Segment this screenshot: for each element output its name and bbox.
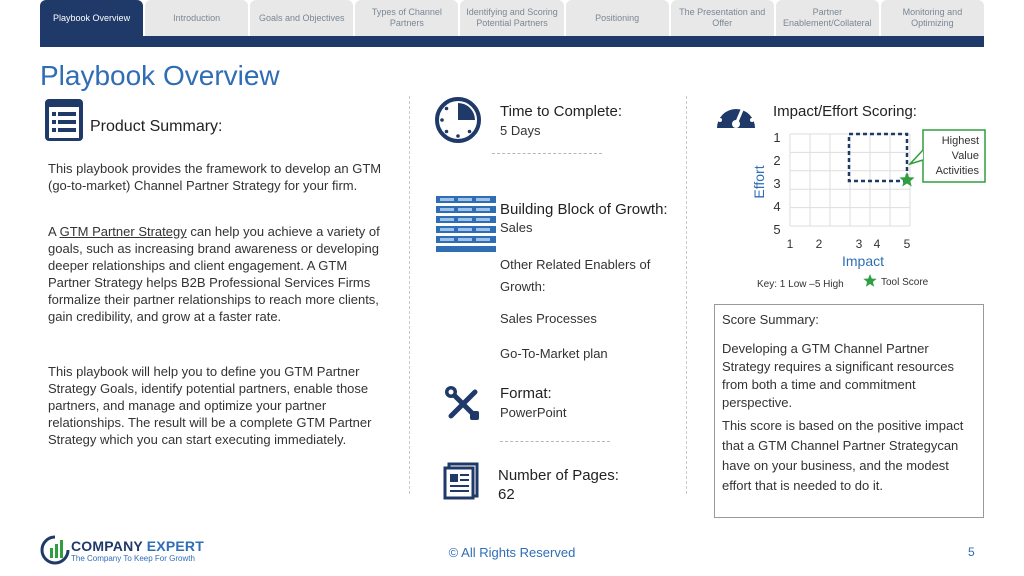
x-tick-label: 4 xyxy=(873,237,881,251)
time-to-complete-value: 5 Days xyxy=(500,123,541,138)
x-tick-label: 1 xyxy=(786,237,794,251)
y-tick-label: 1 xyxy=(773,130,781,145)
tab-playbook-overview[interactable]: Playbook Overview xyxy=(40,0,143,36)
number-of-pages-label: Number of Pages: xyxy=(498,467,619,484)
time-to-complete-label: Time to Complete: xyxy=(500,103,622,120)
gtm-partner-strategy-link[interactable]: GTM Partner Strategy xyxy=(59,224,187,239)
summary-paragraph-2-prefix: A xyxy=(48,224,60,239)
tab-monitoring-and-optimizing[interactable]: Monitoring and Optimizing xyxy=(881,0,984,36)
tool-score-star xyxy=(899,172,914,187)
x-axis-label: Impact xyxy=(841,253,885,269)
building-blocks-icon xyxy=(436,196,496,257)
score-summary-title: Score Summary: xyxy=(722,312,819,327)
y-axis-label: Effort xyxy=(751,165,767,199)
enabler-go-to-market-plan: Go-To-Market plan xyxy=(500,346,608,361)
callout-text-line: Value xyxy=(951,150,979,162)
column-divider-right xyxy=(686,96,687,494)
tab-identifying-and-scoring[interactable]: Identifying and Scoring Potential Partners xyxy=(460,0,563,36)
summary-paragraph-3: This playbook will help you to define you GTM Partner Strategy Goals, identify potential partners, enable those partners, and manage and optimize your partner relationships. The result will be a complete GTM Partner Strategy which you can start executing immediately. xyxy=(48,364,372,447)
nav-bar xyxy=(40,36,984,47)
middle-divider-2 xyxy=(500,441,610,442)
column-divider-left xyxy=(409,96,410,494)
section-tabs xyxy=(40,0,984,36)
clock-icon xyxy=(434,96,482,149)
tab-types-of-channel-partners[interactable]: Types of Channel Partners xyxy=(355,0,458,36)
building-block-value: Sales xyxy=(500,220,533,235)
score-key: Key: 1 Low –5 High xyxy=(757,279,844,290)
tab-introduction[interactable]: Introduction xyxy=(145,0,248,36)
summary-paragraph-2 xyxy=(48,223,388,325)
x-tick-label: 5 xyxy=(903,237,911,251)
page-number: 5 xyxy=(968,545,975,559)
number-of-pages-value: 62 xyxy=(498,486,515,503)
pages-icon xyxy=(443,462,481,505)
x-tick-label: 2 xyxy=(815,237,823,251)
document-list-icon xyxy=(44,98,84,147)
legend-star-icon xyxy=(863,274,876,287)
highest-value-region xyxy=(849,134,907,181)
page-title: Playbook Overview xyxy=(40,60,280,91)
score-summary-paragraph-1: Developing a GTM Channel Partner Strategy requires a significant resources from both a time and commitment perspective. xyxy=(722,341,954,410)
format-label: Format: xyxy=(500,385,552,402)
format-value: PowerPoint xyxy=(500,405,567,420)
tab-goals-and-objectives[interactable]: Goals and Objectives xyxy=(250,0,353,36)
y-tick-label: 4 xyxy=(773,199,781,214)
tab-presentation-and-offer[interactable]: The Presentation and Offer xyxy=(671,0,774,36)
tools-icon xyxy=(444,385,482,428)
company-logo-name-b: EXPERT xyxy=(146,538,204,554)
summary-paragraph-2-text: can help you achieve a variety of goals, such as increasing brand awareness or developing deeper relationships and client engagement. A GTM Partner Strategy helps B2B Professional Services Firms formalize their partner relationships to reach more clients, gain credibility, and grow at a faster rate. xyxy=(48,224,380,324)
x-tick-label: 3 xyxy=(855,237,863,251)
y-tick-label: 2 xyxy=(773,153,781,168)
impact-effort-chart xyxy=(740,124,990,294)
building-block-label: Building Block of Growth: xyxy=(500,201,668,218)
summary-paragraph-1: This playbook provides the framework to develop an GTM (go-to-market) Channel Partner Strategy for your firm. xyxy=(48,161,382,193)
impact-effort-title: Impact/Effort Scoring: xyxy=(773,103,917,120)
middle-divider-1 xyxy=(492,153,602,154)
score-summary-paragraph-2: This score is based on the positive impact that a GTM Channel Partner Strategycan have on your business, and the modest effort that is needed to do it. xyxy=(722,418,964,493)
company-logo-tagline: The Company To Keep For Growth xyxy=(71,554,195,563)
callout-pointer xyxy=(910,150,923,164)
enabler-sales-processes: Sales Processes xyxy=(500,311,597,326)
tab-positioning[interactable]: Positioning xyxy=(566,0,669,36)
callout-text-line: Activities xyxy=(935,165,979,177)
y-tick-label: 3 xyxy=(773,176,781,191)
callout-text-line: Highest xyxy=(941,135,979,147)
copyright-text: © All Rights Reserved xyxy=(448,545,576,560)
legend-tool-score: Tool Score xyxy=(881,277,929,288)
company-logo-name-a: COMPANY xyxy=(71,538,147,554)
y-tick-label: 5 xyxy=(773,222,781,237)
product-summary-title: Product Summary: xyxy=(90,118,223,135)
other-enablers-label: Other Related Enablers of Growth: xyxy=(500,257,651,294)
tab-partner-enablement[interactable]: Partner Enablement/Collateral xyxy=(776,0,879,36)
